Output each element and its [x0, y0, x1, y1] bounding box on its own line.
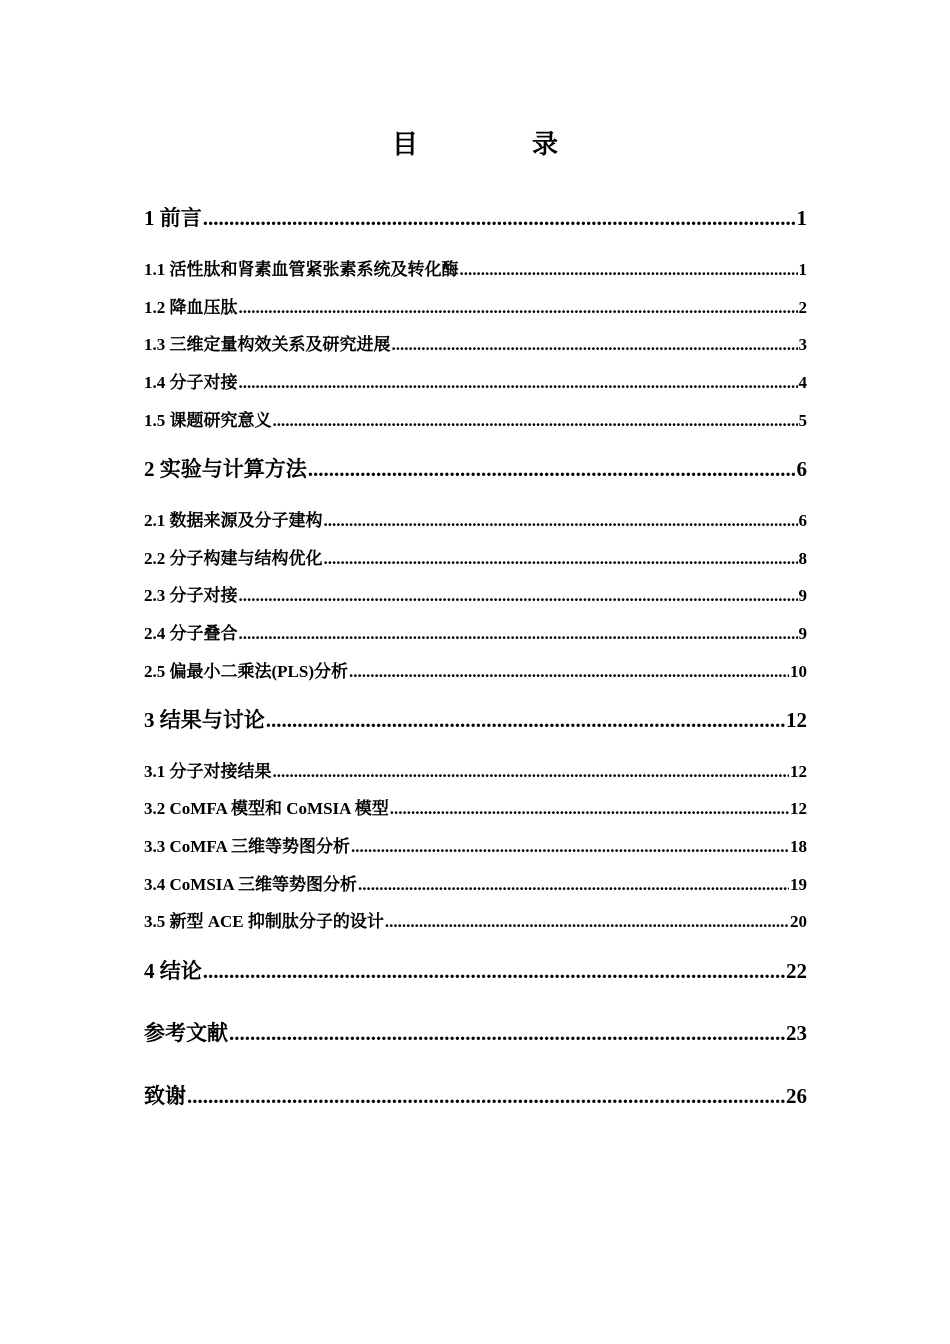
toc-entry-label: 1.5 课题研究意义: [144, 411, 272, 430]
leader-dots: [266, 708, 785, 733]
leader-dots: [203, 959, 785, 984]
toc-entry-label: 2.2 分子构建与结构优化: [144, 549, 323, 568]
toc-entry-label: 3.5 新型 ACE 抑制肽分子的设计: [144, 912, 384, 931]
toc-entry-label: 3 结果与讨论: [144, 708, 265, 732]
toc-entry[interactable]: [144, 704, 807, 734]
toc-entry[interactable]: [144, 757, 807, 782]
toc-entry-label: 1.2 降血压肽: [144, 298, 238, 317]
leader-dots: [385, 912, 789, 932]
leader-dots: [239, 624, 798, 644]
toc-entry-page: 12: [790, 762, 807, 781]
toc-entry[interactable]: [144, 293, 807, 318]
toc-entry[interactable]: [144, 406, 807, 431]
leader-dots: [392, 335, 798, 355]
toc-entry-label: 2 实验与计算方法: [144, 457, 307, 481]
leader-dots: [351, 837, 789, 857]
toc-entry-label: 3.1 分子对接结果: [144, 762, 272, 781]
toc-entry[interactable]: [144, 330, 807, 355]
toc-entry-label: 1.3 三维定量构效关系及研究进展: [144, 335, 391, 354]
toc-entry[interactable]: [144, 1080, 807, 1110]
toc-entry-page: 5: [798, 411, 807, 430]
toc-title: 目 录: [391, 130, 602, 159]
toc-entry[interactable]: [144, 453, 807, 483]
leader-dots: [349, 662, 789, 682]
leader-dots: [187, 1084, 785, 1109]
toc-entry-page: 9: [798, 586, 807, 605]
toc-entry-page: 2: [798, 298, 807, 317]
toc-entry-label: 2.4 分子叠合: [144, 624, 238, 643]
toc-entry[interactable]: [144, 1017, 807, 1047]
toc-entry-page: 18: [790, 837, 807, 856]
toc-entry[interactable]: [144, 202, 807, 232]
toc-entry-page: 6: [798, 511, 807, 530]
leader-dots: [324, 511, 798, 531]
toc-entry-page: 1: [796, 206, 807, 230]
toc-entry-label: 2.5 偏最小二乘法(PLS)分析: [144, 662, 348, 681]
toc-entry[interactable]: [144, 544, 807, 569]
toc-entry[interactable]: [144, 657, 807, 682]
leader-dots: [239, 373, 798, 393]
toc-entry-page: 1: [798, 260, 807, 279]
leader-dots: [390, 799, 789, 819]
toc-entry-page: 3: [798, 335, 807, 354]
toc-entry-label: 致谢: [144, 1084, 186, 1108]
toc-entry-label: 3.3 CoMFA 三维等势图分析: [144, 837, 351, 856]
toc-entry-page: 12: [790, 799, 807, 818]
toc-entry-page: 20: [790, 912, 807, 931]
toc-entry-label: 4 结论: [144, 959, 202, 983]
toc-entry-page: 26: [786, 1084, 807, 1108]
leader-dots: [358, 875, 789, 895]
toc-entry-page: 10: [790, 662, 807, 681]
leader-dots: [324, 549, 798, 569]
toc-entry-label: 参考文献: [144, 1021, 228, 1045]
leader-dots: [239, 586, 798, 606]
toc-entry-label: 1 前言: [144, 206, 202, 230]
toc-entry-label: 2.1 数据来源及分子建构: [144, 511, 323, 530]
toc-entry-page: 6: [796, 457, 807, 481]
toc-entry[interactable]: [144, 832, 807, 857]
leader-dots: [273, 762, 790, 782]
leader-dots: [229, 1021, 785, 1046]
toc-entry[interactable]: [144, 368, 807, 393]
leader-dots: [273, 411, 798, 431]
toc-entry-label: 1.4 分子对接: [144, 373, 238, 392]
leader-dots: [308, 457, 796, 482]
toc-entry-label: 3.2 CoMFA 模型和 CoMSIA 模型: [144, 799, 389, 818]
leader-dots: [239, 298, 798, 318]
toc-entry-page: 9: [798, 624, 807, 643]
toc-entry-page: 12: [786, 708, 807, 732]
toc-entry[interactable]: [144, 581, 807, 606]
toc-entry[interactable]: [144, 255, 807, 280]
toc-entry-label: 1.1 活性肽和肾素血管紧张素系统及转化酶: [144, 260, 459, 279]
toc-entry[interactable]: [144, 870, 807, 895]
toc-entry-label: 3.4 CoMSIA 三维等势图分析: [144, 875, 357, 894]
leader-dots: [203, 206, 796, 231]
toc-entry[interactable]: [144, 955, 807, 985]
toc-entry[interactable]: [144, 619, 807, 644]
toc-entry[interactable]: [144, 907, 807, 932]
toc-entry-page: 23: [786, 1021, 807, 1045]
toc-entry-page: 22: [786, 959, 807, 983]
toc-entry[interactable]: [144, 794, 807, 819]
toc-entry-page: 8: [798, 549, 807, 568]
toc-entry-page: 4: [798, 373, 807, 392]
leader-dots: [460, 260, 798, 280]
toc-entry[interactable]: [144, 506, 807, 531]
toc-entry-page: 19: [790, 875, 807, 894]
toc-entry-label: 2.3 分子对接: [144, 586, 238, 605]
